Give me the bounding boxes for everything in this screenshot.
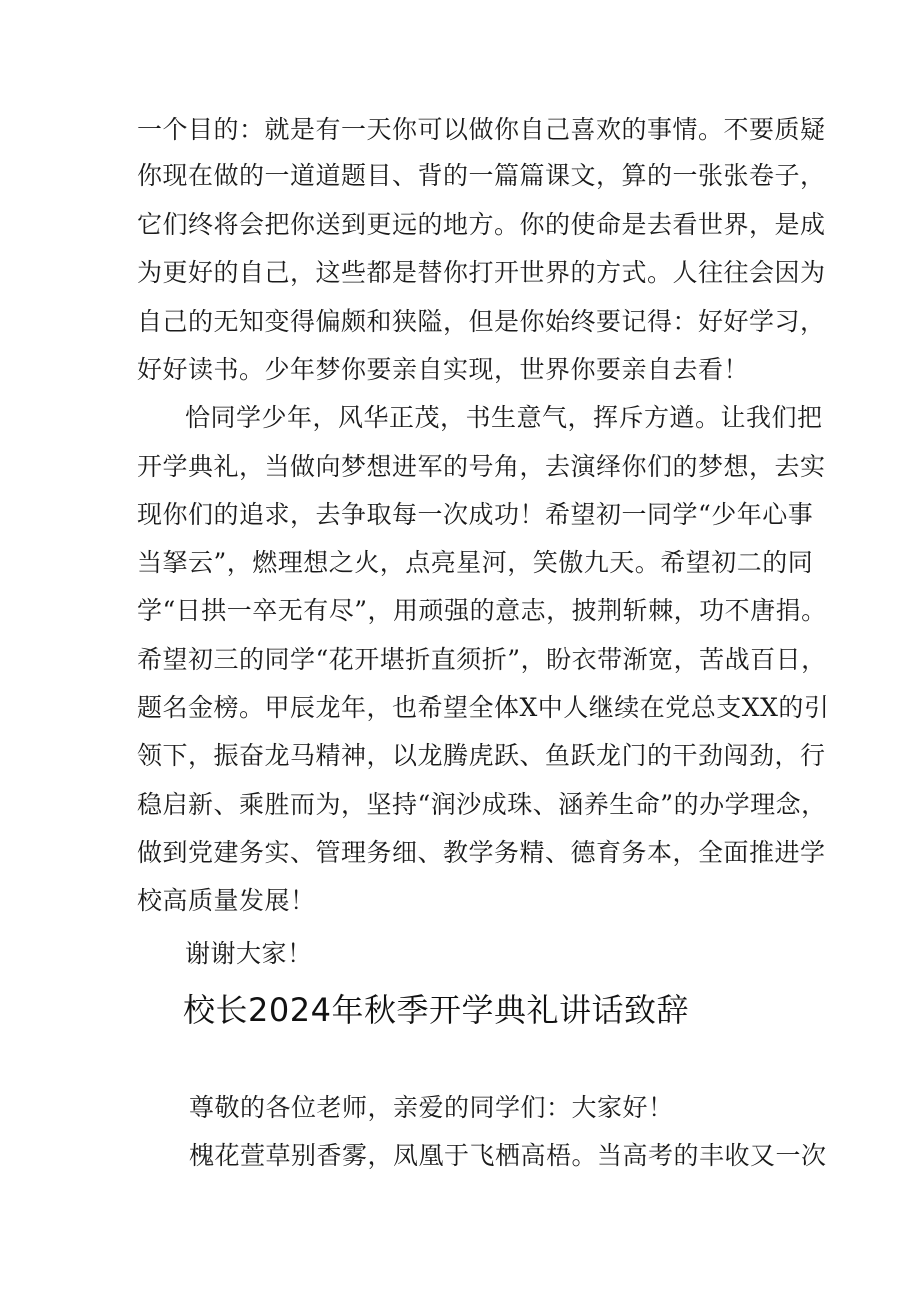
body-line: 当拏云”，燃理想之火，点亮星河，笑傲九天。希望初二的同 (137, 548, 814, 577)
body-line: 一个目的：就是有一天你可以做你自己喜欢的事情。不要质疑 (137, 115, 826, 144)
body-line: 希望初三的同学“花开堪折直须折”，盼衣带渐宽，苦战百日， (137, 645, 827, 674)
body-line: 为更好的自己，这些都是替你打开世界的方式。人往往会因为 (137, 258, 826, 287)
body-line: 做到党建务实、管理务细、教学务精、德育务本，全面推进学 (137, 838, 826, 867)
body-line: 领下，振奋龙马精神，以龙腾虎跃、鱼跃龙门的干劲闯劲，行 (137, 741, 826, 770)
document-title: 校长2024年秋季开学典礼讲话致辞 (183, 991, 689, 1029)
body-line: 学“日拱一卒无有尽”，用顽强的意志，披荆斩棘，功不唐捐。 (137, 596, 827, 625)
body-line: 稳启新、乘胜而为，坚持“润沙成珠、涵养生命”的办学理念， (137, 790, 827, 819)
body-line: 槐花萱草别香雾，凤凰于飞栖高梧。当高考的丰收又一次 (189, 1141, 827, 1170)
body-line: 题名金榜。甲辰龙年，也希望全体X中人继续在党总支XX的引 (137, 693, 830, 722)
greeting-line: 尊敬的各位老师，亲爱的同学们：大家好！ (189, 1093, 674, 1122)
body-line: 好好读书。少年梦你要亲自实现，世界你要亲自去看！ (137, 355, 750, 384)
closing-text: 谢谢大家！ (185, 939, 313, 968)
body-line: 现你们的追求，去争取每一次成功！希望初一同学“少年心事 (137, 500, 814, 529)
body-line: 校高质量发展！ (137, 886, 316, 915)
body-line: 它们终将会把你送到更远的地方。你的使命是去看世界，是成 (137, 210, 826, 239)
body-line: 你现在做的一道道题目、背的一篇篇课文，算的一张张卷子， (137, 161, 826, 190)
body-line: 开学典礼，当做向梦想进军的号角，去演绎你们的梦想，去实 (137, 452, 826, 481)
body-line: 自己的无知变得偏颇和狭隘，但是你始终要记得：好好学习， (137, 307, 826, 336)
paragraph-first-line: 恰同学少年，风华正茂，书生意气，挥斥方遒。让我们把 (185, 403, 823, 432)
